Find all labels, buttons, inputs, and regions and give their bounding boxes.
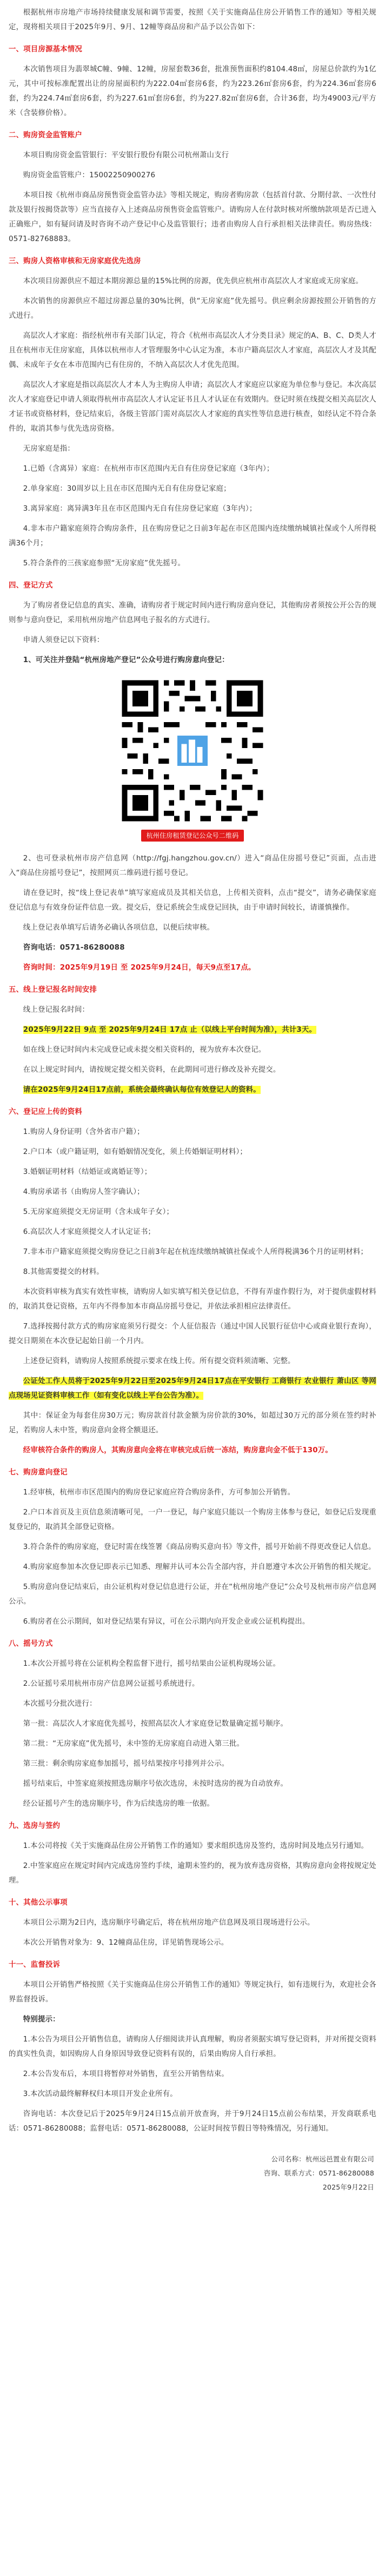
material-6: 6.高层次人才家庭须提交人才认定证书； <box>23 1228 156 1236</box>
section-9-p2: 2.中签家庭应在规定时间内完成选房签约手续，逾期未签约的，视为放弃选房资格，其购房意向金将按规定处理。 <box>9 1862 376 1885</box>
section-7-p2: 2.户口本首页及主页信息须清晰可见，一户一登记，每户家庭只能以一个购房主体参与登记，如登记后发现重复登记的，取消其全部登记资格。 <box>9 1509 376 1531</box>
material-4: 4.购房承诺书（由购房人签字确认）； <box>23 1188 144 1196</box>
material-1: 1.购房人身份证明（含外省市户籍）； <box>23 1128 144 1136</box>
material-7: 7.非本市户籍家庭须提交购房登记之日前3年起在杭连续缴纳城镇社保或个人所得税满36个月的证明材料； <box>23 1248 368 1256</box>
special-notice-2: 2.本公告发布后，本项目将暂停对外销售，直至公开销售结束。 <box>23 2070 229 2078</box>
section-4-heading: 四、登记方式 <box>9 582 53 590</box>
notary-period: 公证处工作人员将于2025年9月22日至2025年9月24日17点在平安银行 工商银行 农业银行 萧山区 等网点现场见证资料审核工作（如有变化以线上平台公告为准）。 <box>9 1377 376 1400</box>
section-8-p1: 1.本次公开摇号将在公证机构全程监督下进行，摇号结果由公证机构现场公证。 <box>23 1660 281 1668</box>
supervision-note: 本项目按《杭州市商品房预售资金监管办法》等相关规定，购房者购房款（包括首付款、分期付款、一次性付款及银行按揭贷款等）应当直接存入上述商品房预售资金监管账户。请购房人在付款时核对所缴纳款项是否已进入正确账户，如有疑问请及时咨询不动产登记中心及监管银行；违者由购房人自行承担相关法律责任。购房热线：0571-82768883。 <box>9 191 376 243</box>
supervision-account: 购房资金监管账户：15002250900276 <box>23 171 156 179</box>
section-4-p4: 2、也可登录杭州市房产信息网（http://fgj.hangzhou.gov.cn/）进入“商品住房摇号登记”页面，点击进入“商品住房摇号登记”，按照网页二维码进行摇号登记。 <box>9 855 376 877</box>
section-8-heading: 八、摇号方式 <box>9 1640 53 1648</box>
company-contact: 咨询、联系方式：0571-86280088 <box>263 2169 374 2177</box>
material-8: 8.其他需要提交的材料。 <box>23 1268 104 1276</box>
material-2: 2.户口本（或户籍证明，如有婚姻情况变化，须上传婚姻证明材料）； <box>23 1148 247 1156</box>
section-1-body: 本次销售项目为翡翠城C幢、9幢、12幢，房屋套数36套，批准预售面积约8104.48㎡，房屋总价款约为1亿元，其中可按标准配置出让的房屋面积约为222.04㎡套房6套，约为223.26㎡套房6套，约为224.36㎡套房6套，约为224.74㎡套房6套，约为227.61㎡套房6套，约为227.82㎡套房6套，合计36套，均为49003元/平方米（含装修价格）。 <box>9 65 376 117</box>
signature-block <box>9 2152 376 2194</box>
publish-date: 2025年9月22日 <box>322 2183 374 2191</box>
section-8-batch-1: 第一批：高层次人才家庭优先摇号，按照高层次人才家庭登记数量确定摇号顺序。 <box>23 1720 288 1728</box>
section-10-p1: 本项目公示期为2日内，选房顺序号确定后，将在杭州房地产信息网及项目现场进行公示。 <box>23 1919 315 1927</box>
section-8-batch-2: 第二批：“无房家庭”优先摇号，未中签的无房家庭自动进入第三批。 <box>23 1740 244 1748</box>
section-8-p7: 摇号结束后，中签家庭须按照选房顺序号依次选房，未按时选房的视为自动放弃。 <box>23 1780 288 1788</box>
special-notice-label: 特别提示： <box>23 2016 60 2024</box>
consult-time: 咨询时间：2025年9月19日 至 2025年9月24日，每天9点至17点。 <box>23 964 256 972</box>
section-4-p5: 请在登记时，按“线上登记表单”填写家庭成员及其相关信息，上传相关资料，点击“提交”，请务必确保家庭登记信息与有效身份证件信息一致。提交后，登记系统会生成登记回执，由于申请时间较长，请谨慎操作。 <box>9 889 376 912</box>
material-credit: 7.选择按揭付款方式的购房家庭须另行提交：个人征信报告（通过中国人民银行征信中心或商业银行查询），提交日期须在本次登记起始日前一个月内。 <box>9 1323 376 1345</box>
material-5: 5.无房家庭须提交无房证明（含未成年子女）； <box>23 1208 174 1216</box>
section-1-heading: 一、项目房源基本情况 <box>9 45 82 54</box>
qr-caption: 杭州住房租赁登记公众号二维码 <box>141 830 244 842</box>
material-3: 3.婚姻证明材料（结婚证或离婚证等）； <box>23 1168 152 1176</box>
section-7-p3: 3.符合条件的购房家庭，登记时需在线签署《商品房购买意向书》等文件，摇号开始前不得更改登记人信息。 <box>23 1543 376 1551</box>
section-7-p4: 4.购房家庭参加本次登记即表示已知悉、理解并认可本公告全部内容，并自愿遵守本次公开销售的相关规定。 <box>23 1563 376 1571</box>
section-8-p2: 2.公证摇号采用杭州市房产信息网公证摇号系统进行。 <box>23 1680 200 1688</box>
company-name: 公司名称：杭州远邑置业有限公司 <box>271 2155 374 2163</box>
section-6-heading: 六、登记应上传的资料 <box>9 1108 82 1116</box>
special-notice-3: 3.本次活动最终解释权归本项目开发企业所有。 <box>23 2090 177 2098</box>
confirm-deadline: 请在2025年9月24日17点前，系统会最终确认每位有效登记人的资料。 <box>23 1086 261 1094</box>
section-5-heading: 五、线上登记报名时间安排 <box>9 986 97 994</box>
section-2-heading: 二、购房资金监管账户 <box>9 131 82 139</box>
section-5-p4: 在以上规定时间内，请按规定提交相关资料，在此期间可进行修改及补充提交。 <box>23 1066 281 1074</box>
section-5-p3: 如在线上登记时间内未完成登记或未提交相关资料的，视为放弃本次登记。 <box>23 1046 266 1054</box>
section-11-p1: 本项目公开销售严格按照《关于实施商品住房公开销售工作的通知》等规定执行，如有违规行为，欢迎社会各界监督投诉。 <box>9 1981 376 2004</box>
section-4-p6: 线上登记表单填写后请务必确认各项信息，以便后续审核。 <box>23 924 215 932</box>
consult-phone: 咨询电话：0571-86280088 <box>23 944 125 952</box>
section-9-heading: 九、选房与签约 <box>9 1822 61 1830</box>
section-8-batch-3: 第三批：剩余购房家庭参加摇号，摇号结果按序号排列并公示。 <box>23 1760 229 1768</box>
deposit-note: 其中：保证金为每套住房30万元；购房款首付款金额为房价款的30%，如超过30万元的部分须在签约时补足，若购房人未中签，购房意向金将全额退还。 <box>9 1412 376 1434</box>
section-3-item-3: 3.离异家庭：离异满3年且在市区范围内无自有住房登记家庭（3年内）； <box>23 505 257 513</box>
deposit-amount: 经审核符合条件的购房人，其购房意向金将在审核完成后统一冻结，购房意向金不低于130万。 <box>23 1446 333 1454</box>
special-notice-4: 咨询电话：本次登记后于2025年9月24日15点前开放查询，并于9月24日15点前公布结果，开发商联系电话：0571-86280088；监督电话：0571-86280088，公证时间按节假日等特殊情况，另行通知。 <box>9 2110 376 2133</box>
section-9-p1: 1.本公司将按《关于实施商品住房公开销售工作的通知》要求组织选房及签约，选房时间及地点另行通知。 <box>23 1842 369 1850</box>
intro-paragraph: 根据杭州市房地产市场持续健康发展和调节需要，按照《关于实施商品住房公开销售工作的通知》等相关规定，现将相关项目于2025年9月、9月、12幢等商品房和产品予以公告如下： <box>9 9 376 31</box>
qr-code-icon[interactable] <box>117 675 268 826</box>
section-3-item-5: 5.符合条件的三孩家庭参照“无房家庭”优先摇号。 <box>23 559 185 568</box>
material-upload-note: 上述登记资料，请购房人按照系统提示要求在线上传。所有提交资料须清晰、完整。 <box>23 1357 295 1365</box>
section-4-p1: 为了购房者登记信息的真实、准确，请购房者于规定时间内进行购房意向登记，其他购房者须按公开公告的规则参与意向登记，采用杭州房地产信息网电子报名的方式进行。 <box>9 602 376 624</box>
registration-period: 2025年9月22日 9点 至 2025年9月24日 17点 止（以线上平台时间为准），共计3天。 <box>23 1026 317 1034</box>
special-notice-1: 1.本公告为项目公开销售信息，请购房人仔细阅读并认真理解，购房者须据实填写登记资料，并对所提交资料的真实性负责，如因购房人自身原因导致登记资料有误的，后果由购房人自行承担。 <box>9 2036 376 2058</box>
section-10-p2: 本次公开销售对象为：9、12幢商品住房，详见销售现场公示。 <box>23 1939 229 1947</box>
section-10-heading: 十、其他公示事项 <box>9 1899 68 1907</box>
section-8-p8: 经公证摇号产生的选房顺序号，作为后续选房的唯一依据。 <box>23 1800 215 1808</box>
section-3-heading: 三、购房人资格审核和无房家庭优先选房 <box>9 257 141 265</box>
section-7-heading: 七、购房意向登记 <box>9 1469 68 1477</box>
section-3-p5: 无房家庭是指： <box>23 445 75 453</box>
section-8-p3: 本次摇号分批次进行： <box>23 1700 97 1708</box>
section-3-item-1: 1.已婚（含离异）家庭：在杭州市市区范围内无自有住房登记家庭（3年内）； <box>23 465 274 473</box>
section-3-item-2: 2.单身家庭：30周岁以上且在市区范围内无自有住房登记家庭； <box>23 485 231 493</box>
section-3-p1: 本次项目房源供应不超过本期房源总量的15%比例的房源，优先供应杭州市高层次人才家庭或无房家庭。 <box>23 277 363 285</box>
section-7-p1: 1.经审核，杭州市市区范围内的购房登记家庭应符合购房条件，方可参加公开销售。 <box>23 1489 295 1497</box>
section-5-p1: 线上登记报名时间： <box>23 1006 90 1014</box>
supervision-bank: 本项目购房资金监管银行：平安银行股份有限公司杭州萧山支行 <box>23 151 229 159</box>
section-7-p6: 6.购房者在公示期间，如对登记结果有异议，可在公示期内向开发企业或公证机构提出。 <box>23 1618 310 1626</box>
section-3-p3: 高层次人才家庭：指经杭州市有关部门认定，符合《杭州市高层次人才分类目录》规定的A、B、C、D类人才且在杭州市无住房家庭，具体以杭州市人才管理服务中心认定为准，本市户籍高层次人才家庭，高层次人才及其配偶、未成年子女在本市范围内已有住房的，不纳入高层次人才优先范围。 <box>9 332 376 369</box>
section-7-p5: 5.购房意向登记结束后，由公证机构对登记信息进行公证，并在“杭州房地产登记”公众号及杭州市房产信息网公示。 <box>9 1583 376 1606</box>
section-3-p2: 本次销售的房源供应不超过房源总量的30%比例，供“无房家庭”优先摇号。供应剩余房源按照公开销售的方式进行。 <box>9 297 376 320</box>
material-note: 本次资料审核为真实有效性审核，请购房人如实填写相关登记信息，不得有弄虚作假行为，对于提供虚假材料的，取消其登记资格，五年内不得参加本市商品房摇号登记，并依法承担相应法律责任。 <box>9 1288 376 1311</box>
qr-code-block <box>9 675 376 842</box>
section-4-p2: 申请人须登记以下资料： <box>23 636 104 644</box>
section-4-p3: 1、可关注并登陆“杭州房地产登记”公众号进行购房意向登记： <box>23 656 229 664</box>
section-3-p4: 高层次人才家庭是指以高层次人才本人为主购房人申请；高层次人才家庭应以家庭为单位参与登记。本次高层次人才家庭登记申请人须取得杭州市高层次人才认定证书且人才认证在有效期内。登记时须在线提交相关高层次人才证书或资格材料，登记结束后，各级主管部门需对高层次人才家庭的真实性等信息进行核查，如经认定不符合条件的，取消其参与优先选房资格。 <box>9 381 376 433</box>
section-11-heading: 十一、监督投诉 <box>9 1961 61 1969</box>
section-3-item-4: 4.非本市户籍家庭须符合购房条件，且在购房登记之日前3年起在市区范围内连续缴纳城镇社保或个人所得税满36个月； <box>9 525 376 548</box>
